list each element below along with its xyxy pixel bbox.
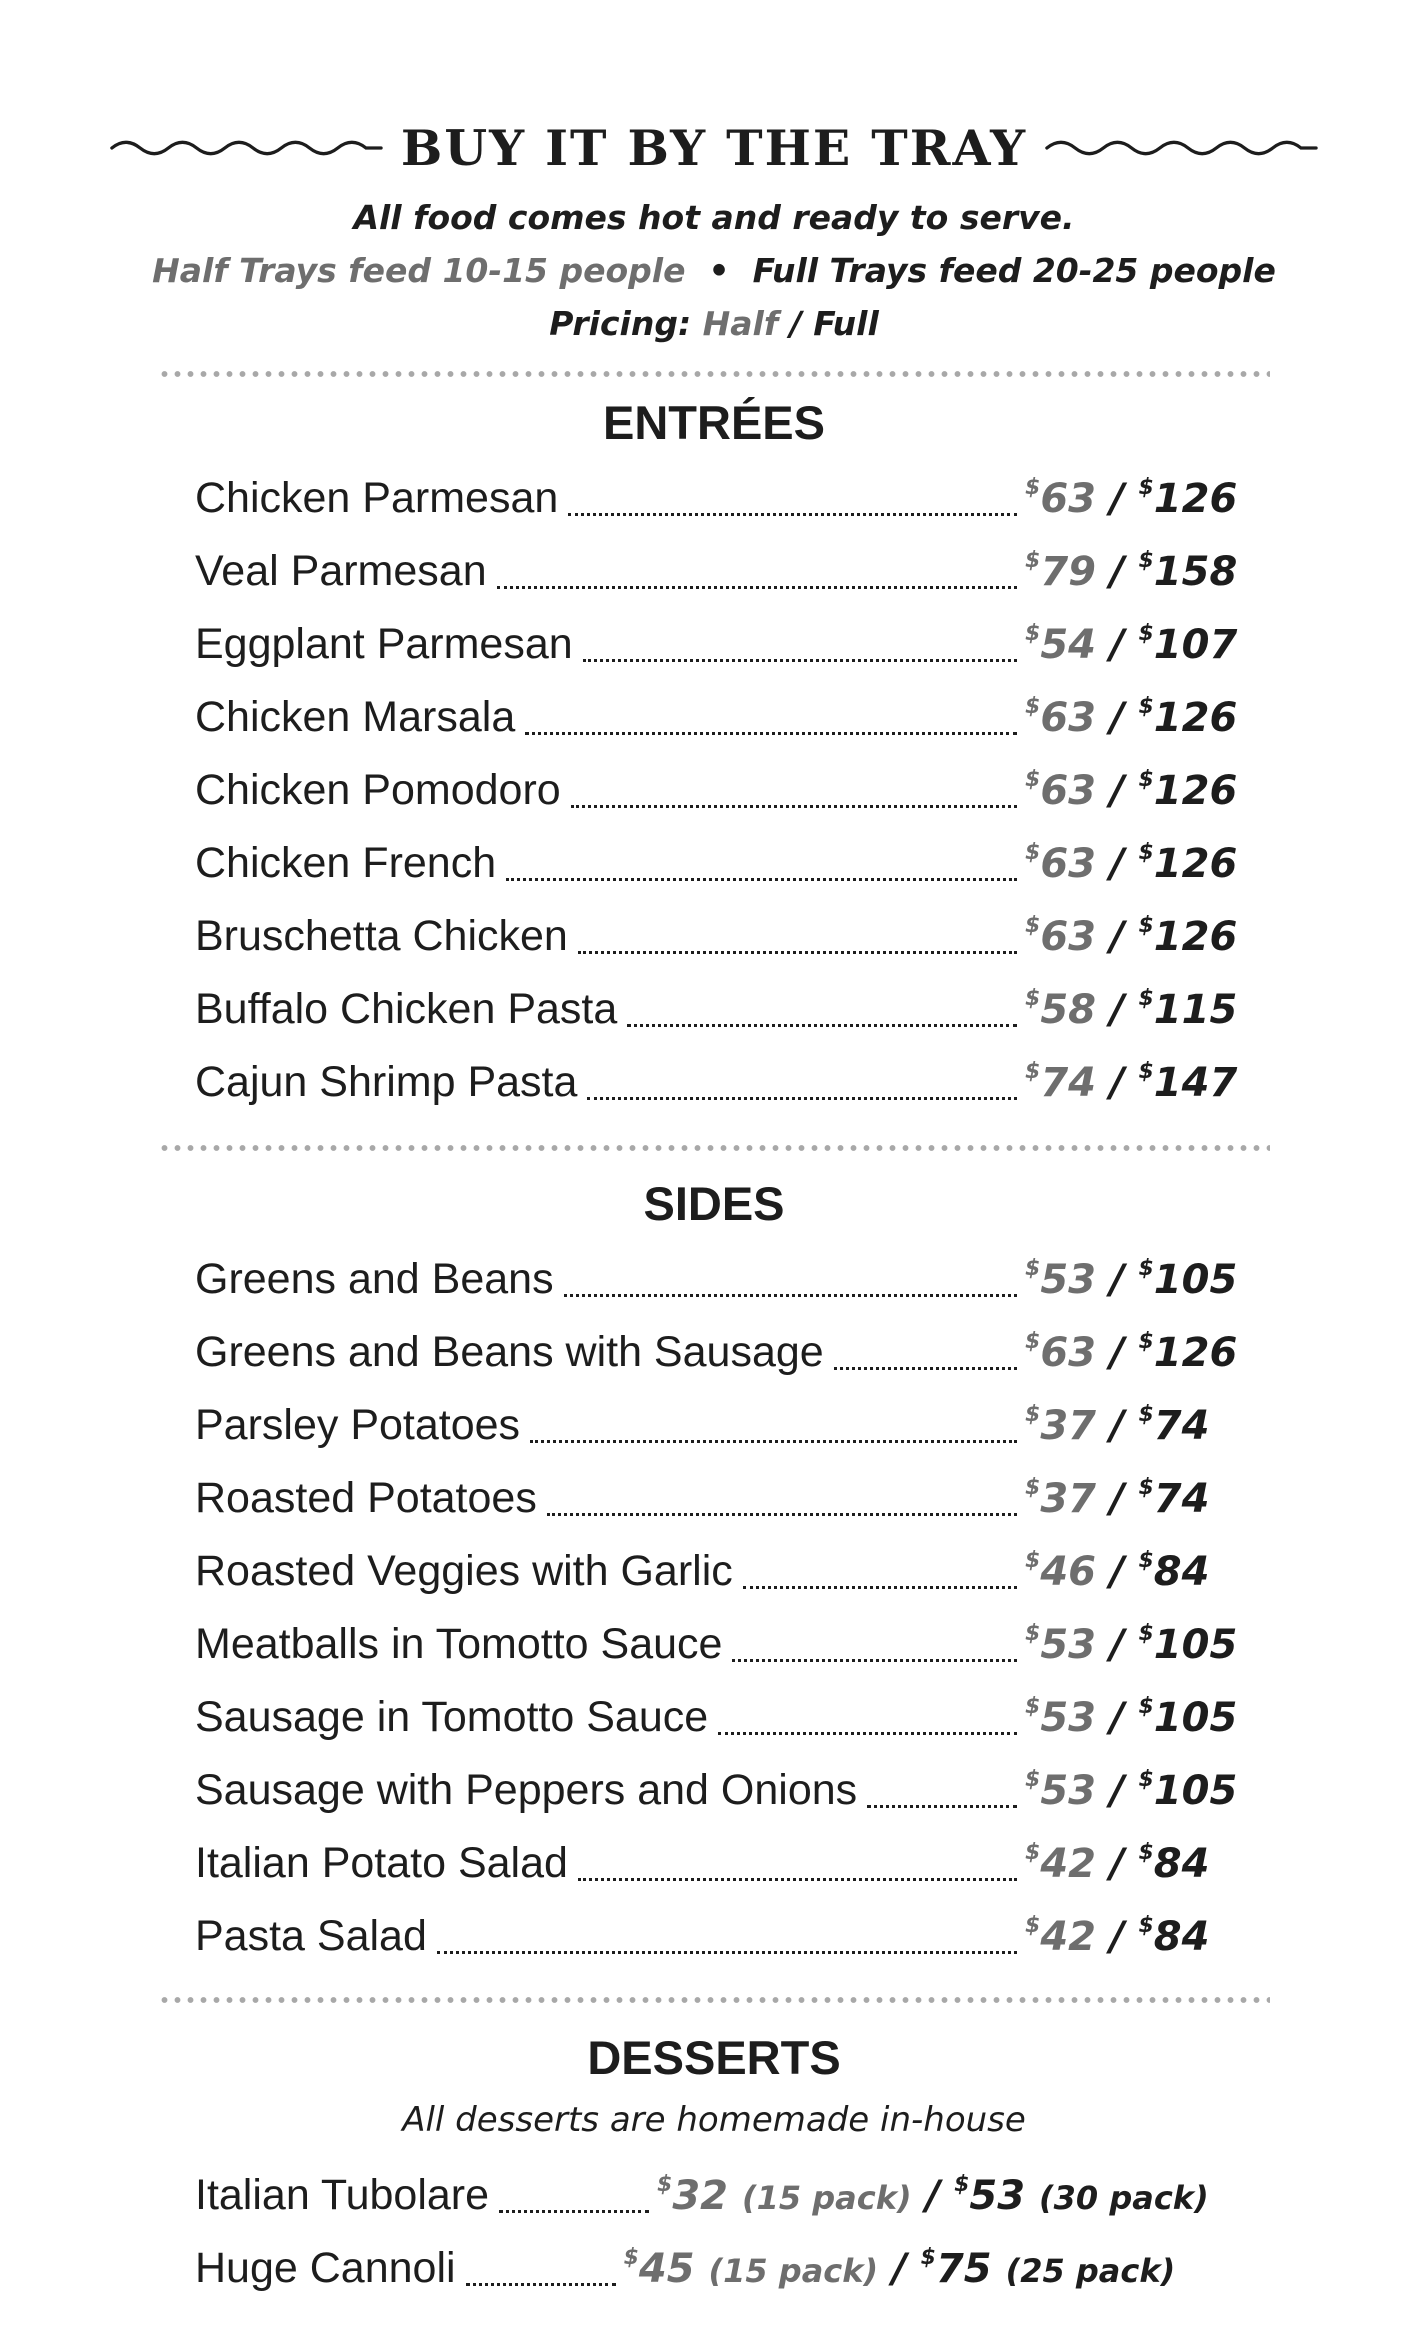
price-separator: /	[1109, 768, 1125, 814]
full-tray-price: 74	[1153, 1476, 1210, 1522]
currency-symbol: $	[1138, 767, 1154, 792]
menu-item-name: Buffalo Chicken Pasta	[195, 985, 618, 1033]
currency-symbol: $	[1138, 1059, 1154, 1084]
small-pack-size: (15 pack)	[708, 2252, 879, 2290]
currency-symbol: $	[1138, 1621, 1154, 1646]
currency-symbol: $	[1025, 621, 1041, 646]
currency-symbol: $	[1025, 1475, 1041, 1500]
currency-symbol: $	[1025, 1256, 1041, 1281]
dot-leader	[587, 1053, 1017, 1100]
dessert-item-name: Huge Cannoli	[195, 2244, 456, 2292]
currency-symbol: $	[1138, 694, 1154, 719]
menu-item-name: Chicken Parmesan	[195, 474, 559, 522]
right-squiggle-ornament	[1045, 133, 1318, 163]
dot-leader	[578, 1834, 1017, 1881]
entrees-heading: ENTRÉES	[603, 396, 825, 449]
menu-item-row	[195, 608, 1238, 681]
price-separator: /	[1109, 841, 1125, 887]
currency-symbol: $	[1138, 475, 1154, 500]
currency-symbol: $	[1025, 767, 1041, 792]
currency-symbol: $	[1138, 840, 1154, 865]
menu-item-price	[1025, 767, 1238, 814]
menu-item-row	[195, 681, 1238, 754]
currency-symbol: $	[1138, 1329, 1154, 1354]
full-tray-price: 147	[1153, 1060, 1238, 1106]
menu-item-price	[1025, 913, 1238, 960]
full-tray-price: 105	[1153, 1768, 1238, 1814]
menu-item-price	[1025, 1694, 1238, 1741]
dessert-item-row	[195, 2232, 1235, 2305]
dot-leader	[497, 542, 1017, 589]
price-separator: /	[1109, 1403, 1125, 1449]
full-tray-price: 126	[1153, 841, 1238, 887]
menu-item-name: Greens and Beans	[195, 1255, 554, 1303]
full-tray-price: 115	[1153, 987, 1238, 1033]
full-tray-price: 84	[1153, 1914, 1210, 1960]
desserts-list	[195, 2159, 1235, 2305]
title-row	[110, 108, 1318, 188]
menu-item-name: Roasted Veggies with Garlic	[195, 1547, 733, 1595]
half-tray-price: 53	[1040, 1257, 1096, 1303]
price-separator: /	[1109, 622, 1125, 668]
currency-symbol: $	[1138, 621, 1154, 646]
desserts-note: All desserts are homemade in-house	[402, 2100, 1026, 2140]
sides-heading: SIDES	[643, 1177, 785, 1230]
menu-item-price	[1025, 548, 1238, 595]
half-tray-price: 63	[1040, 695, 1096, 741]
menu-item-row	[195, 1046, 1238, 1119]
half-tray-price: 79	[1040, 549, 1096, 595]
menu-item-price	[1025, 1767, 1238, 1814]
tray-size-info	[0, 251, 1428, 290]
half-tray-price: 46	[1040, 1549, 1096, 1595]
dot-leader	[568, 469, 1017, 516]
price-separator: /	[1109, 987, 1125, 1033]
currency-symbol: $	[1138, 1256, 1154, 1281]
price-separator: /	[1109, 695, 1125, 741]
dot-leader	[718, 1688, 1017, 1735]
menu-item-price	[1025, 1059, 1238, 1106]
dot-leader	[571, 761, 1017, 808]
menu-item-name: Sausage with Peppers and Onions	[195, 1766, 858, 1814]
menu-item-row	[195, 827, 1238, 900]
half-tray-price: 53	[1040, 1768, 1096, 1814]
currency-symbol: $	[1025, 548, 1041, 573]
pricing-label: Pricing:	[549, 304, 692, 343]
menu-item-name: Cajun Shrimp Pasta	[195, 1058, 578, 1106]
menu-item-price	[1025, 1256, 1238, 1303]
price-separator: /	[1109, 1549, 1125, 1595]
dot-leader	[834, 1323, 1017, 1370]
currency-symbol: $	[1138, 1913, 1154, 1938]
price-separator: /	[892, 2246, 907, 2292]
pricing-legend	[0, 304, 1428, 343]
menu-item-price	[1025, 1840, 1235, 1887]
price-separator: /	[925, 2173, 941, 2219]
menu-item-row	[195, 462, 1238, 535]
menu-item-price	[1025, 621, 1238, 668]
dot-leader	[506, 834, 1017, 881]
full-tray-price: 105	[1153, 1622, 1238, 1668]
menu-item-price	[1025, 840, 1238, 887]
currency-symbol: $	[623, 2245, 639, 2270]
large-pack-price: 53	[969, 2173, 1026, 2219]
currency-symbol: $	[1025, 1059, 1041, 1084]
menu-item-price	[1025, 694, 1238, 741]
menu-item-price	[1025, 986, 1238, 1033]
dot-leader	[732, 1615, 1017, 1662]
menu-item-price	[1025, 1621, 1238, 1668]
price-separator: /	[1109, 1060, 1125, 1106]
currency-symbol: $	[1025, 1621, 1041, 1646]
currency-symbol: $	[1025, 913, 1041, 938]
dotted-divider	[158, 370, 1270, 378]
dot-leader	[564, 1250, 1017, 1297]
menu-item-row	[195, 535, 1238, 608]
dot-leader	[525, 688, 1017, 735]
dot-leader	[578, 907, 1017, 954]
full-tray-price: 84	[1153, 1549, 1210, 1595]
dessert-item-name: Italian Tubolare	[195, 2171, 490, 2219]
dot-leader	[499, 2166, 649, 2213]
full-tray-info: Full Trays feed 20-25 people	[752, 251, 1276, 290]
menu-item-row	[195, 1462, 1235, 1535]
currency-symbol: $	[1138, 1840, 1154, 1865]
currency-symbol: $	[1025, 694, 1041, 719]
price-separator: /	[1109, 1257, 1125, 1303]
pricing-half-label: Half	[702, 304, 779, 343]
dot-leader	[466, 2239, 616, 2286]
half-tray-info: Half Trays feed 10-15 people	[152, 251, 686, 290]
menu-item-price	[1025, 1475, 1235, 1522]
currency-symbol: $	[1138, 548, 1154, 573]
currency-symbol: $	[920, 2245, 936, 2270]
menu-item-name: Italian Potato Salad	[195, 1839, 568, 1887]
pricing-full-label: Full	[813, 304, 879, 343]
desserts-heading: DESSERTS	[587, 2031, 841, 2084]
menu-item-name: Chicken French	[195, 839, 497, 887]
menu-item-row	[195, 1754, 1238, 1827]
full-tray-price: 126	[1153, 768, 1238, 814]
price-separator: /	[1109, 549, 1125, 595]
currency-symbol: $	[1025, 1402, 1041, 1427]
dot-leader	[867, 1761, 1017, 1808]
currency-symbol: $	[1025, 986, 1041, 1011]
menu-item-name: Bruschetta Chicken	[195, 912, 568, 960]
menu-item-price	[1025, 475, 1238, 522]
menu-item-row	[195, 1608, 1238, 1681]
full-tray-price: 126	[1153, 914, 1238, 960]
menu-item-name: Roasted Potatoes	[195, 1474, 537, 1522]
full-tray-price: 74	[1153, 1403, 1210, 1449]
currency-symbol: $	[1138, 913, 1154, 938]
large-pack-size: (30 pack)	[1039, 2179, 1209, 2217]
menu-item-row	[195, 1900, 1235, 1973]
half-tray-price: 58	[1040, 987, 1096, 1033]
menu-item-row	[195, 1243, 1238, 1316]
currency-symbol: $	[1025, 1767, 1041, 1792]
currency-symbol: $	[1025, 1913, 1041, 1938]
currency-symbol: $	[1025, 1694, 1041, 1719]
dot-leader	[530, 1396, 1017, 1443]
price-separator: /	[1109, 914, 1125, 960]
dot-leader	[583, 615, 1017, 662]
menu-item-name: Meatballs in Tomotto Sauce	[195, 1620, 723, 1668]
dot-leader	[547, 1469, 1017, 1516]
entrees-list	[195, 462, 1238, 1119]
half-tray-price: 53	[1040, 1622, 1096, 1668]
currency-symbol: $	[1138, 1402, 1154, 1427]
price-separator: /	[1109, 1841, 1125, 1887]
currency-symbol: $	[1138, 1475, 1154, 1500]
dot-leader	[743, 1542, 1017, 1589]
menu-item-name: Sausage in Tomotto Sauce	[195, 1693, 709, 1741]
full-tray-price: 84	[1153, 1841, 1210, 1887]
currency-symbol: $	[1138, 1548, 1154, 1573]
menu-item-name: Pasta Salad	[195, 1912, 427, 1960]
full-tray-price: 126	[1153, 476, 1238, 522]
full-tray-price: 158	[1153, 549, 1238, 595]
menu-item-name: Chicken Pomodoro	[195, 766, 561, 814]
menu-item-row	[195, 1389, 1235, 1462]
currency-symbol: $	[954, 2172, 970, 2197]
menu-item-price	[1025, 1913, 1235, 1960]
currency-symbol: $	[1025, 1840, 1041, 1865]
page-title: BUY IT BY THE TRAY	[400, 119, 1028, 177]
menu-item-row	[195, 973, 1238, 1046]
menu-item-row	[195, 900, 1238, 973]
dot-leader	[437, 1907, 1017, 1954]
price-separator: /	[1109, 1768, 1125, 1814]
dessert-item-price	[657, 2172, 1209, 2219]
dot-leader	[627, 980, 1017, 1027]
full-tray-price: 105	[1153, 1257, 1238, 1303]
price-separator: /	[1109, 1622, 1125, 1668]
menu-item-row	[195, 1316, 1238, 1389]
half-tray-price: 53	[1040, 1695, 1096, 1741]
small-pack-price: 45	[638, 2246, 695, 2292]
menu-item-name: Eggplant Parmesan	[195, 620, 573, 668]
full-tray-price: 107	[1153, 622, 1238, 668]
menu-item-price	[1025, 1548, 1235, 1595]
price-separator: /	[1109, 1330, 1125, 1376]
price-separator: /	[1109, 1914, 1125, 1960]
half-tray-price: 42	[1040, 1841, 1096, 1887]
large-pack-price: 75	[935, 2246, 992, 2292]
currency-symbol: $	[1025, 840, 1041, 865]
half-tray-price: 63	[1040, 768, 1096, 814]
half-tray-price: 37	[1040, 1476, 1096, 1522]
currency-symbol: $	[1025, 1548, 1041, 1573]
dessert-item-row	[195, 2159, 1235, 2232]
menu-item-row	[195, 1827, 1235, 1900]
currency-symbol: $	[1138, 1767, 1154, 1792]
half-tray-price: 63	[1040, 841, 1096, 887]
price-separator: /	[1109, 1476, 1125, 1522]
half-tray-price: 37	[1040, 1403, 1096, 1449]
currency-symbol: $	[1138, 986, 1154, 1011]
menu-item-price	[1025, 1329, 1238, 1376]
currency-symbol: $	[1025, 475, 1041, 500]
pricing-slash: /	[789, 304, 802, 343]
dotted-divider	[158, 1144, 1270, 1152]
menu-item-name: Greens and Beans with Sausage	[195, 1328, 824, 1376]
menu-item-name: Chicken Marsala	[195, 693, 516, 741]
currency-symbol: $	[1138, 1694, 1154, 1719]
menu-item-row	[195, 1681, 1238, 1754]
menu-item-row	[195, 754, 1238, 827]
dessert-item-price	[624, 2245, 1176, 2292]
menu-item-price	[1025, 1402, 1235, 1449]
small-pack-price: 32	[672, 2173, 729, 2219]
menu-item-name: Parsley Potatoes	[195, 1401, 521, 1449]
dotted-divider	[158, 1996, 1270, 2004]
menu-item-row	[195, 1535, 1235, 1608]
half-tray-price: 63	[1040, 914, 1096, 960]
half-tray-price: 63	[1040, 1330, 1096, 1376]
price-separator: /	[1109, 1695, 1125, 1741]
menu-item-name: Veal Parmesan	[195, 547, 487, 595]
half-tray-price: 74	[1040, 1060, 1096, 1106]
full-tray-price: 126	[1153, 695, 1238, 741]
currency-symbol: $	[1025, 1329, 1041, 1354]
half-tray-price: 54	[1040, 622, 1096, 668]
price-separator: /	[1109, 476, 1125, 522]
currency-symbol: $	[657, 2172, 673, 2197]
half-tray-price: 42	[1040, 1914, 1096, 1960]
left-squiggle-ornament	[110, 133, 383, 163]
full-tray-price: 105	[1153, 1695, 1238, 1741]
intro-text: All food comes hot and ready to serve.	[353, 198, 1075, 237]
bullet-separator: •	[708, 251, 730, 290]
small-pack-size: (15 pack)	[741, 2179, 912, 2217]
large-pack-size: (25 pack)	[1005, 2252, 1176, 2290]
sides-list	[195, 1243, 1238, 1973]
half-tray-price: 63	[1040, 476, 1096, 522]
full-tray-price: 126	[1153, 1330, 1238, 1376]
